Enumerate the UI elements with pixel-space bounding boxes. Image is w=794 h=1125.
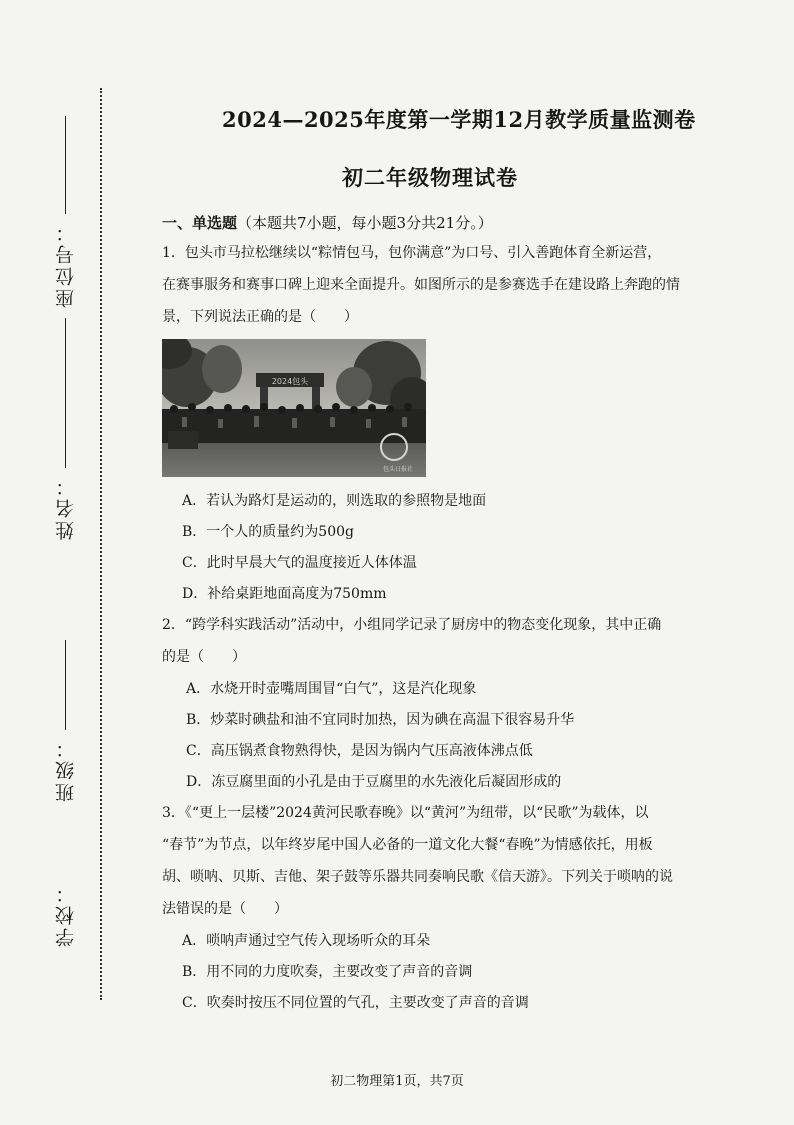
- section-heading: [162, 212, 714, 233]
- name-blank-line[interactable]: [65, 318, 66, 468]
- q3-option-c: C．吹奏时按压不同位置的气孔，主要改变了声音的音调: [182, 995, 529, 1011]
- name-label: 姓名：: [54, 474, 77, 540]
- class-label: 班级：: [54, 736, 77, 802]
- q1-stem-line: 1．包头市马拉松继续以“粽情包马，包你满意”为口号、引入善跑体育全新运营，: [162, 245, 662, 261]
- q1-option-a: A．若认为路灯是运动的，则选取的参照物是地面: [182, 493, 487, 509]
- marathon-photo: [162, 339, 426, 477]
- q3-stem-line: 胡、唢呐、贝斯、吉他、架子鼓等乐器共同奏响民歌《信天游》。下列关于唢呐的说: [162, 869, 673, 885]
- q2-stem-line: 的是（ ）: [162, 649, 246, 665]
- exam-title: 2024—2025年度第一学期12月教学质量监测卷: [222, 107, 696, 132]
- seat-blank-line[interactable]: [65, 116, 66, 214]
- q1-stem-line: 在赛事服务和赛事口碑上迎来全面提升。如图所示的是参赛选手在建设路上奔跑的情: [162, 277, 680, 293]
- q2-option-b: B．炒菜时碘盐和油不宜同时加热，因为碘在高温下很容易升华: [186, 712, 575, 728]
- q2-option-a: A．水烧开时壶嘴周围冒“白气”，这是汽化现象: [186, 681, 477, 697]
- q3-stem-line: 3．《“更上一层楼”2024黄河民歌春晚》以“黄河”为纽带，以“民歌”为载体，以: [162, 805, 649, 821]
- photo-banner-text: 2024包头: [271, 377, 309, 386]
- q3-stem-line: 法错误的是（ ）: [162, 901, 288, 917]
- page-footer: 初二物理第1页，共7页: [330, 1074, 464, 1089]
- marathon-photo-drawing: [162, 339, 426, 477]
- q2-option-c: C．高压锅煮食物熟得快，是因为锅内气压高液体沸点低: [186, 743, 533, 759]
- question-1: [162, 243, 714, 604]
- section-heading-note: （本题共7小题，每小题3分共21分。）: [237, 214, 493, 232]
- section-heading-label: 一、单选题: [162, 214, 238, 232]
- seat-field: [40, 116, 90, 314]
- class-blank-line[interactable]: [65, 640, 66, 730]
- q3-option-a: A．唢呐声通过空气传入现场听众的耳朵: [182, 933, 431, 949]
- q1-option-d: D．补给桌距地面高度为750mm: [182, 586, 387, 602]
- exam-subtitle: 初二年级物理试卷: [342, 165, 518, 190]
- name-field: [40, 318, 90, 546]
- q1-stem-line: 景，下列说法正确的是（ ）: [162, 309, 358, 325]
- q2-option-d: D．冻豆腐里面的小孔是由于豆腐里的水先液化后凝固形成的: [186, 774, 562, 790]
- q3-option-b: B．用不同的力度吹奏，主要改变了声音的音调: [182, 964, 473, 980]
- photo-caption-text: 包头日报社: [382, 466, 414, 473]
- exam-content: [162, 212, 714, 1024]
- q1-option-b: B．一个人的质量约为500g: [182, 524, 354, 540]
- q2-stem-line: 2．“跨学科实践活动”活动中，小组同学记录了厨房中的物态变化现象，其中正确: [162, 617, 662, 633]
- q3-stem-line: “春节”为节点，以年终岁尾中国人必备的一道文化大餐“春晚”为情感依托，用板: [162, 837, 653, 853]
- binding-dotted-line: [100, 88, 102, 1000]
- question-3: [162, 803, 714, 1013]
- class-field: [40, 640, 90, 808]
- school-label: 学校：: [54, 881, 77, 947]
- school-field: [40, 875, 90, 953]
- question-2: [162, 615, 714, 792]
- q1-option-c: C．此时早晨大气的温度接近人体体温: [182, 555, 417, 571]
- seat-label: 座位号：: [54, 220, 77, 308]
